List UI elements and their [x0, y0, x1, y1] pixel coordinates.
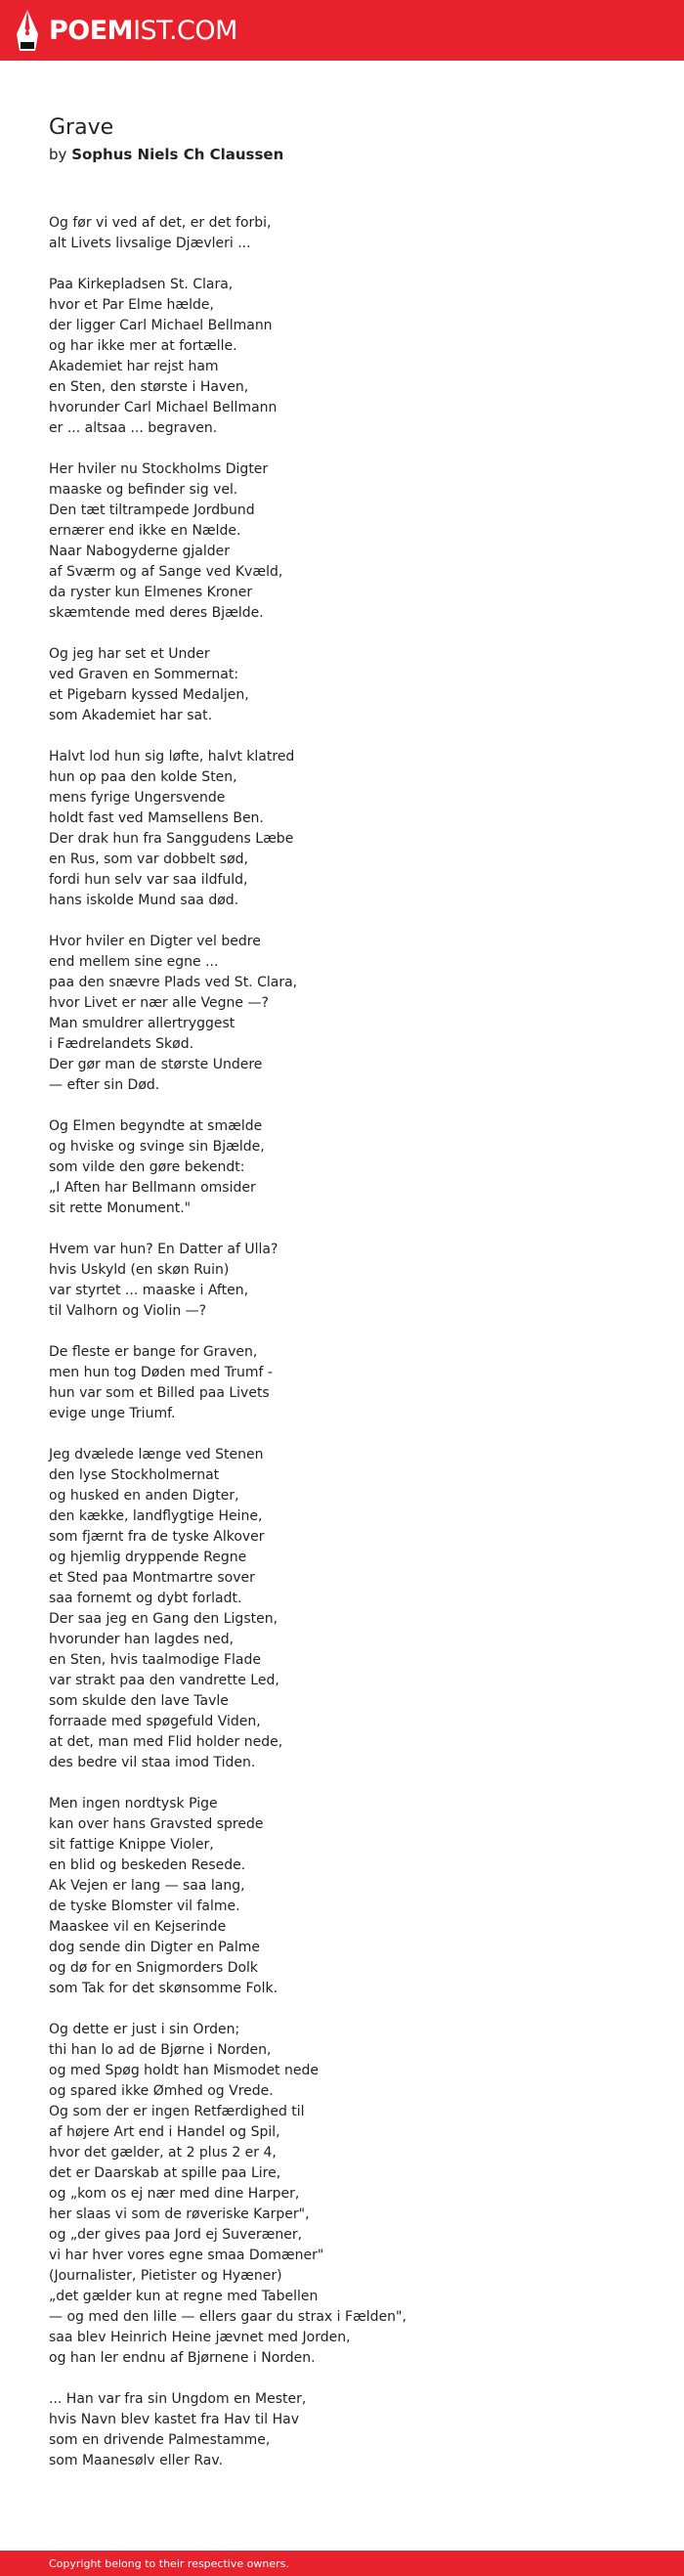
- poem-line: da ryster kun Elmenes Kroner: [49, 585, 253, 600]
- poem-line: „I Aften har Bellmann omsider: [49, 1180, 256, 1196]
- poem-line: Ak Vejen er lang — saa lang,: [49, 1878, 245, 1894]
- poem-line: end mellem sine egne ...: [49, 954, 219, 970]
- stanza: [49, 644, 635, 726]
- poem-line: og „kom os ej nær med dine Harper,: [49, 2186, 300, 2202]
- poem-line: som vilde den gøre bekendt:: [49, 1159, 245, 1175]
- poem-line: Halvt lod hun sig løfte, halvt klatred: [49, 749, 295, 764]
- poem-line: og dø for en Snigmorders Dolk: [49, 1960, 259, 1976]
- poem-line: „det gælder kun at regne med Tabellen: [49, 2289, 319, 2304]
- poem-line: — og med den lille — ellers gaar du strax i Fælden",: [49, 2309, 406, 2325]
- poem-line: hvis Uskyld (en skøn Ruin): [49, 1262, 230, 1278]
- poem-line: og spared ikke Ømhed og Vrede.: [49, 2083, 274, 2099]
- poem-body: [49, 213, 635, 2492]
- poem-line: Og før vi ved af det, er det forbi,: [49, 215, 272, 231]
- stanza: [49, 275, 635, 439]
- poem-line: det er Daarskab at spille paa Lire,: [49, 2165, 281, 2181]
- poem-line: — efter sin Død.: [49, 1077, 160, 1093]
- poem-line: Man smuldrer allertryggest: [49, 1016, 235, 1031]
- poem-line: hvor et Par Elme hælde,: [49, 297, 214, 313]
- poem-line: som skulde den lave Tavle: [49, 1693, 229, 1709]
- poem-line: sit fattige Knippe Violer,: [49, 1837, 214, 1853]
- poem-line: saa blev Heinrich Heine jævnet med Jorden,: [49, 2330, 351, 2345]
- poem-line: og „der gives paa Jord ej Suveræner,: [49, 2227, 303, 2243]
- logo-bold-text: POEM: [49, 15, 134, 46]
- poem-line: var styrtet ... maaske i Aften,: [49, 1283, 249, 1298]
- poem-line: som en drivende Palmestamme,: [49, 2432, 271, 2448]
- stanza: [49, 1445, 635, 1773]
- poem-line: forraade med spøgefuld Viden,: [49, 1714, 261, 1729]
- poem-line: en blid og beskeden Resede.: [49, 1857, 246, 1873]
- poem-line: og han ler endnu af Bjørnene i Norden.: [49, 2350, 316, 2366]
- poem-line: et Pigebarn kyssed Medaljen,: [49, 687, 249, 703]
- by-prefix: by: [49, 146, 67, 163]
- poem-line: som fjærnt fra de tyske Alkover: [49, 1529, 265, 1545]
- poem-line: kan over hans Gravsted sprede: [49, 1816, 264, 1832]
- poem-line: hvor det gælder, at 2 plus 2 er 4,: [49, 2145, 277, 2161]
- stanza: [49, 932, 635, 1096]
- poem-line: Der drak hun fra Sanggudens Læbe: [49, 831, 294, 847]
- poem-line: Paa Kirkepladsen St. Clara,: [49, 277, 234, 292]
- poem-line: Maaskee vil en Kejserinde: [49, 1919, 227, 1935]
- stanza: [49, 1794, 635, 1999]
- poem-line: De fleste er bange for Graven,: [49, 1344, 258, 1360]
- poem-line: og hviske og svinge sin Bjælde,: [49, 1139, 265, 1155]
- poem-line: et Sted paa Montmartre sover: [49, 1570, 255, 1586]
- poem-line: og har ikke mer at fortælle.: [49, 338, 237, 354]
- poem-line: at det, man med Flid holder nede,: [49, 1734, 283, 1750]
- poem-line: Her hviler nu Stockholms Digter: [49, 461, 269, 477]
- site-logo[interactable]: [49, 15, 237, 46]
- poem-line: evige unge Triumf.: [49, 1406, 176, 1421]
- poem-line: alt Livets livsalige Djævleri ...: [49, 236, 251, 251]
- poem-line: en Sten, hvis taalmodige Flade: [49, 1652, 261, 1668]
- poem-line: Og dette er just i sin Orden;: [49, 2022, 240, 2037]
- poem-line: Der gør man de største Undere: [49, 1057, 263, 1072]
- stanza: [49, 1240, 635, 1322]
- poem-line: des bedre vil staa imod Tiden.: [49, 1755, 256, 1770]
- poem-line: og husked en anden Digter,: [49, 1488, 239, 1504]
- stanza: [49, 747, 635, 911]
- poem-line: de tyske Blomster vil falme.: [49, 1899, 240, 1914]
- poem-line: af Sværm og af Sange ved Kvæld,: [49, 564, 283, 580]
- poem-line: ved Graven en Sommernat:: [49, 667, 239, 682]
- poem-line: og hjemlig dryppende Regne: [49, 1550, 247, 1565]
- poem-line: til Valhorn og Violin —?: [49, 1303, 207, 1319]
- poem-line: ernærer end ikke en Nælde.: [49, 523, 241, 539]
- poem-line: maaske og befinder sig vel.: [49, 482, 238, 498]
- poem-line: ... Han var fra sin Ungdom en Mester,: [49, 2391, 307, 2407]
- poem-line: som Akademiet har sat.: [49, 708, 213, 723]
- copyright-text: Copyright belong to their respective owners.: [49, 2556, 289, 2570]
- poem-line: men hun tog Døden med Trumf -: [49, 1365, 273, 1380]
- poem-line: er ... altsaa ... begraven.: [49, 420, 218, 436]
- poem-line: skæmtende med deres Bjælde.: [49, 605, 264, 621]
- poem-line: var strakt paa den vandrette Led,: [49, 1673, 279, 1688]
- stanza: [49, 2389, 635, 2471]
- poem-line: sit rette Monument.": [49, 1201, 192, 1216]
- poem-line: af højere Art end i Handel og Spil,: [49, 2124, 280, 2140]
- poem-line: en Sten, den største i Haven,: [49, 379, 249, 395]
- stanza: [49, 1342, 635, 1424]
- poem-line: som Maanesølv eller Rav.: [49, 2453, 224, 2468]
- pen-nib-icon[interactable]: [16, 9, 39, 52]
- stanza: [49, 213, 635, 254]
- poem-line: Og som der er ingen Retfærdighed til: [49, 2104, 305, 2119]
- stanza: [49, 1116, 635, 1219]
- poem-line: Hvor hviler en Digter vel bedre: [49, 934, 261, 949]
- poem-line: Hvem var hun? En Datter af Ulla?: [49, 1242, 278, 1257]
- poem-line: hans iskolde Mund saa død.: [49, 893, 239, 908]
- poem-line: paa den snævre Plads ved St. Clara,: [49, 975, 298, 990]
- poem-line: der ligger Carl Michael Bellmann: [49, 318, 273, 333]
- stanza: [49, 459, 635, 624]
- poem-line: thi han lo ad de Bjørne i Norden,: [49, 2042, 272, 2058]
- poem-line: vi har hver vores egne smaa Domæner": [49, 2248, 324, 2263]
- site-footer: [0, 2551, 684, 2576]
- poem-line: hvorunder han lagdes ned,: [49, 1632, 235, 1647]
- poem-line: (Journalister, Pietister og Hyæner): [49, 2268, 282, 2284]
- logo-rest-text: IST.COM: [133, 15, 237, 46]
- poem-line: Men ingen nordtysk Pige: [49, 1796, 218, 1812]
- poem-line: Og Elmen begyndte at smælde: [49, 1118, 263, 1134]
- poem-line: Jeg dvælede længe ved Stenen: [49, 1447, 264, 1463]
- poem-line: hvor Livet er nær alle Vegne —?: [49, 995, 269, 1011]
- poem-line: Akademiet har rejst ham: [49, 359, 219, 374]
- stanza: [49, 2020, 635, 2369]
- poem-line: Den tæt tiltrampede Jordbund: [49, 502, 255, 518]
- poem-line: holdt fast ved Mamsellens Ben.: [49, 810, 264, 826]
- poem-line: hun var som et Billed paa Livets: [49, 1385, 270, 1401]
- poem-line: den kække, landflygtige Heine,: [49, 1508, 263, 1524]
- poem-line: dog sende din Digter en Palme: [49, 1940, 260, 1955]
- poem-line: en Rus, som var dobbelt sød,: [49, 851, 248, 867]
- poem-line: i Fædrelandets Skød.: [49, 1036, 194, 1052]
- poem-line: mens fyrige Ungersvende: [49, 790, 226, 806]
- author-name[interactable]: Sophus Niels Ch Claussen: [71, 146, 284, 163]
- poem-line: fordi hun selv var saa ildfuld,: [49, 872, 248, 888]
- poem-line: hvorunder Carl Michael Bellmann: [49, 400, 278, 415]
- poem-line: hvis Navn blev kastet fra Hav til Hav: [49, 2412, 300, 2427]
- poem-line: her slaas vi som de røveriske Karper",: [49, 2206, 310, 2222]
- site-header: [0, 0, 684, 61]
- poem-line: som Tak for det skønsomme Folk.: [49, 1981, 278, 1996]
- poem-line: og med Spøg holdt han Mismodet nede: [49, 2063, 319, 2078]
- poem-line: den lyse Stockholmernat: [49, 1467, 220, 1483]
- poem-title: Grave: [49, 115, 114, 140]
- poem-line: hun op paa den kolde Sten,: [49, 769, 237, 785]
- poem-line: saa fornemt og dybt forladt.: [49, 1591, 242, 1606]
- poem-line: Og jeg har set et Under: [49, 646, 210, 662]
- byline: [49, 145, 283, 164]
- poem-line: Naar Nabogyderne gjalder: [49, 544, 230, 559]
- poem-line: Der saa jeg en Gang den Ligsten,: [49, 1611, 278, 1627]
